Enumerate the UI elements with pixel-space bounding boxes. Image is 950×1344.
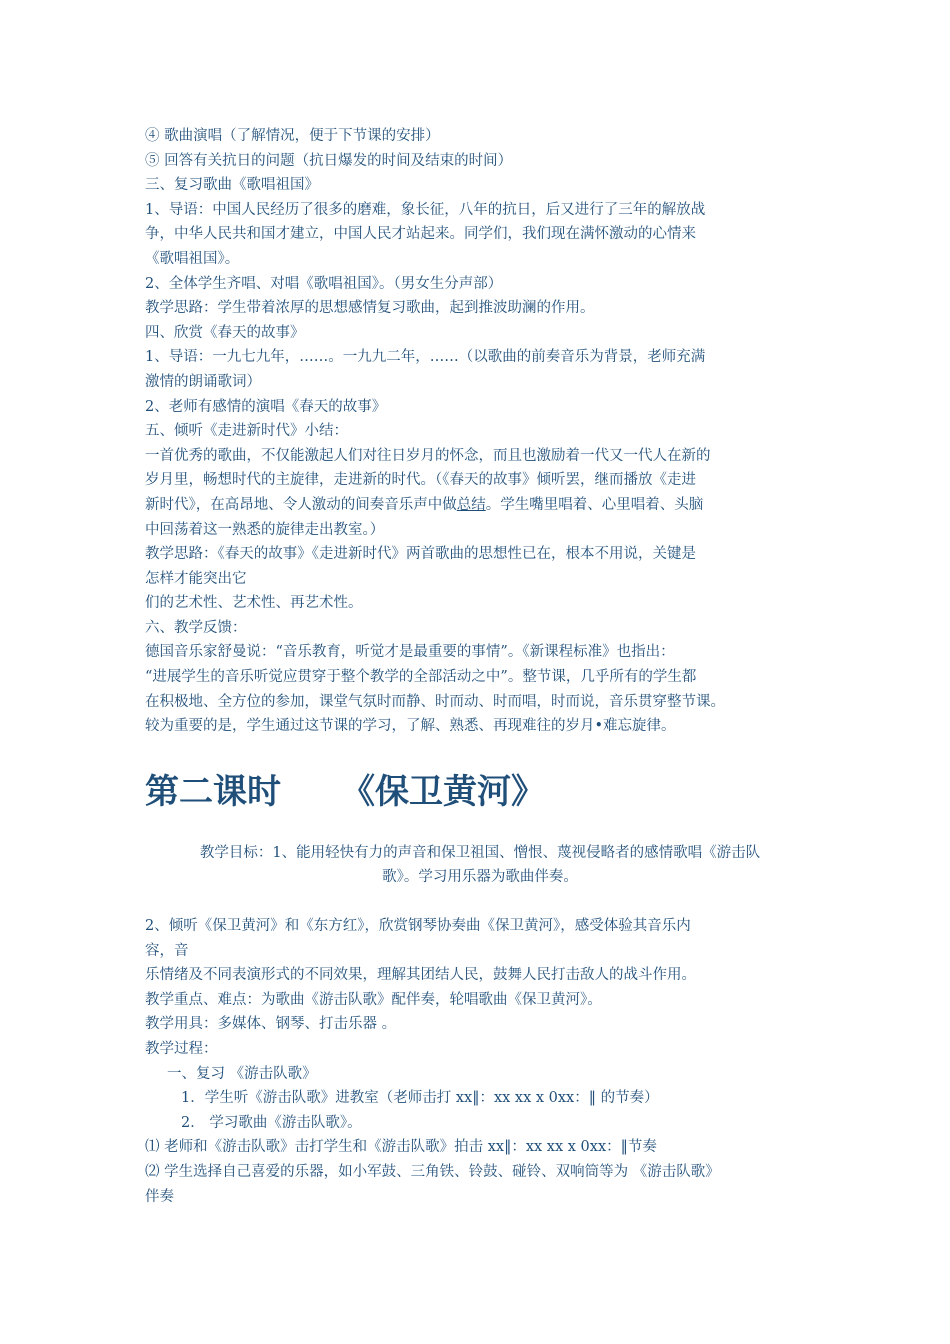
teaching-goal-line: 歌》。学习用乐器为歌曲伴奏。 [382, 869, 578, 886]
lesson-title-part1: 第二课时 [145, 771, 281, 812]
text-segment: 新时代》，在高昂地、令人激动的间奏音乐声中做 [145, 496, 457, 513]
text-line: 教学过程： [145, 1041, 218, 1057]
underlined-word: 总结 [456, 496, 486, 513]
text-line: 2、老师有感情的演唱《春天的故事》 [145, 398, 387, 415]
text-line: 德国音乐家舒曼说：“音乐教育，听觉才是最重要的事情”。《新课程标准》也指出： [145, 644, 675, 661]
section-heading: 六、教学反馈： [145, 619, 247, 636]
text-line: ⑴ 老师和《游击队歌》击打学生和《游击队歌》拍击 xx‖：xx xx x 0xx：‖节奏 [145, 1139, 657, 1156]
text-line: 乐情绪及不同表演形式的不同效果，理解其团结人民，鼓舞人民打击敌人的战斗作用。 [145, 967, 696, 984]
lesson-title [145, 772, 815, 812]
text-line: 1、导语：一九七九年，……。一九九二年，……（以歌曲的前奏音乐为背景，老师充满 [145, 349, 706, 366]
text-line: 们的艺术性、艺术性、再艺术性。 [145, 595, 363, 612]
text-line: 伴奏 [145, 1188, 174, 1205]
text-line: 教学用具：多媒体、钢琴、打击乐器 。 [145, 1016, 397, 1033]
text-segment: 。学生嘴里唱着、心里唱着、头脑 [485, 496, 704, 513]
section-heading: 一、复习 《游击队歌》 [167, 1065, 317, 1082]
step-line: 1．学生听《游击队歌》进教室（老师击打 xx‖：xx xx x 0xx：‖ 的节奏） [181, 1090, 659, 1107]
step-line: 2． 学习歌曲《游击队歌》。 [181, 1114, 362, 1131]
text-line: 2、倾听《保卫黄河》和《东方红》，欣赏钢琴协奏曲《保卫黄河》，感受体验其音乐内 [145, 918, 691, 935]
section-heading: 四、欣赏《春天的故事》 [145, 324, 305, 341]
text-line: 争，中华人民共和国才建立，中国人民才站起来。同学们，我们现在满怀激动的心情来 [145, 226, 696, 243]
text-line-with-link [145, 493, 815, 518]
teaching-goal-line: 教学目标：1、能用轻快有力的声音和保卫祖国、憎恨、蔑视侵略者的感情歌唱《游击队 [199, 844, 761, 861]
text-line: ⑵ 学生选择自己喜爱的乐器，如小军鼓、三角铁、铃鼓、碰铃、双响筒等为 《游击队歌》 [145, 1163, 720, 1180]
text-line: 较为重要的是，学生通过这节课的学习，了解、熟悉、再现难往的岁月•难忘旋律。 [145, 718, 676, 735]
section-heading: 三、复习歌曲《歌唱祖国》 [145, 177, 319, 194]
text-line: 岁月里，畅想时代的主旋律，走进新的时代。（《春天的故事》倾听罢，继而播放《走进 [145, 472, 696, 489]
text-line: 教学思路：学生带着浓厚的思想感情复习歌曲，起到推波助澜的作用。 [145, 300, 595, 317]
text-line: ⑤ 回答有关抗日的问题（抗日爆发的时间及结束的时间） [145, 152, 513, 169]
text-line: 一首优秀的歌曲，不仅能激起人们对往日岁月的怀念，而且也激励着一代又一代人在新的 [145, 447, 711, 464]
text-line: 教学思路：《春天的故事》《走进新时代》两首歌曲的思想性已在，根本不用说，关键是 [145, 546, 696, 563]
lesson-title-part2: 《保卫黄河》 [341, 771, 545, 812]
section-heading: 五、倾听《走进新时代》小结： [145, 423, 348, 440]
text-line: 2、全体学生齐唱、对唱《歌唱祖国》。（男女生分声部） [145, 275, 503, 292]
text-line: 激情的朗诵歌词） [145, 373, 261, 390]
document-page [145, 124, 815, 1209]
text-line: 中回荡着这一熟悉的旋律走出教室。） [145, 521, 385, 538]
text-line: 1、导语：中国人民经历了很多的磨难，象长征，八年的抗日，后又进行了三年的解放战 [145, 201, 706, 218]
text-line: 容，音 [145, 942, 189, 959]
text-line: 教学重点、难点：为歌曲《游击队歌》配伴奏，轮唱歌曲《保卫黄河》。 [145, 991, 602, 1008]
text-line: 怎样才能突出它 [145, 570, 247, 587]
text-line: 《歌唱祖国》。 [145, 250, 240, 267]
text-line: “进展学生的音乐听觉应贯穿于整个教学的全部活动之中”。整节课，几乎所有的学生都 [145, 669, 697, 686]
text-line: ④ 歌曲演唱（了解情况，便于下节课的安排） [145, 128, 440, 144]
text-line: 在积极地、全方位的参加，课堂气氛时而静、时而动、时而唱，时而说，音乐贯穿整节课。 [145, 693, 725, 710]
teaching-goal [145, 841, 815, 890]
